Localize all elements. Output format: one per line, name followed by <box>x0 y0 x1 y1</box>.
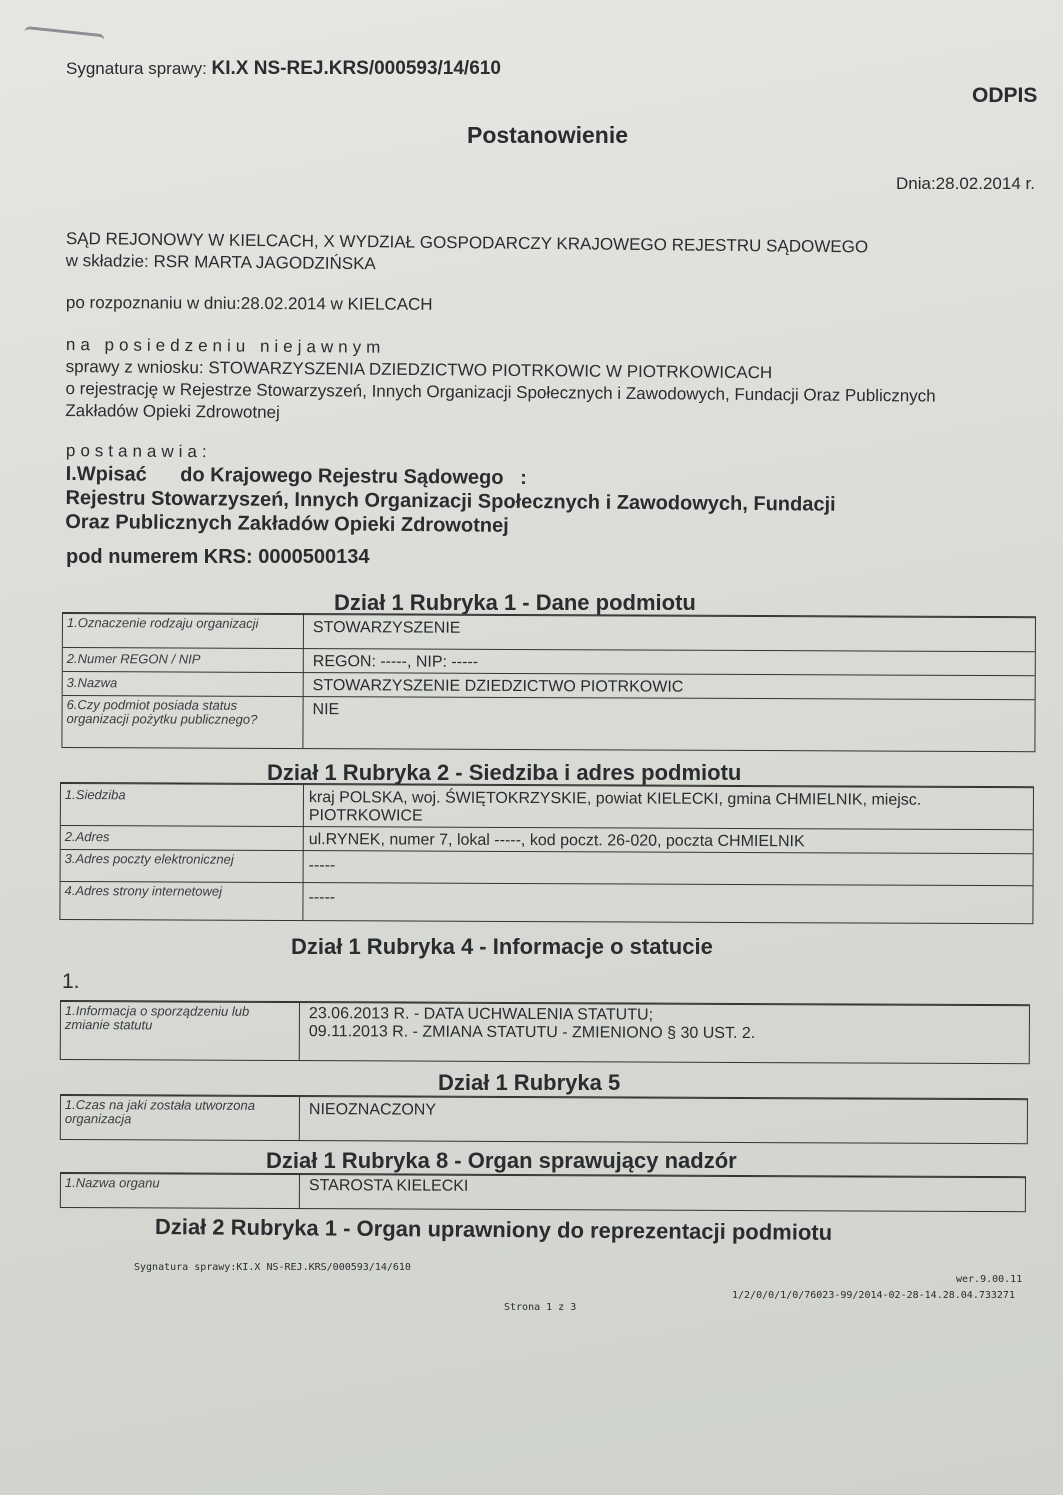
footer-version: wer.9.00.11 <box>956 1274 1023 1285</box>
table-row: 6.Czy podmiot posiada status organizacji pożytku publicznego? NIE <box>62 695 1034 750</box>
document-date: Dnia:28.02.2014 r. <box>896 174 1035 193</box>
section-title: Dział 1 Rubryka 4 - Informacje o statucie <box>291 934 713 959</box>
page-title: Postanowienie <box>467 122 629 148</box>
table-row: 3.Adres poczty elektronicznej ----- <box>61 849 1033 886</box>
section-title: Dział 1 Rubryka 1 - Dane podmiotu <box>334 590 696 615</box>
table-row: 1.Informacja o sporządzeniu lub zmianie statutu 23.06.2013 R. - DATA UCHWALENIA STATUTU; 09.11.2013 R. - ZMIANA STATUTU - ZMIENIONO § 30 UST. 2. <box>61 1001 1029 1050</box>
data-table <box>59 782 1034 924</box>
table-row: 1.Siedziba kraj POLSKA, woj. ŚWIĘTOKRZYSKIE, powiat KIELECKI, gmina CHMIELNIK, miejsc. PIOTRKOWICE <box>61 783 1033 830</box>
section-title: Dział 1 Rubryka 5 <box>438 1070 621 1095</box>
table-row: 1.Nazwa organu STAROSTA KIELECKI <box>61 1173 1025 1212</box>
copy-label: ODPIS <box>972 84 1038 107</box>
table-row: 3.Nazwa STOWARZYSZENIE DZIEDZICTWO PIOTRKOWIC <box>63 671 1035 700</box>
data-table <box>60 1094 1028 1144</box>
section-title: Dział 1 Rubryka 2 - Siedziba i adres podmiotu <box>267 760 742 785</box>
table-row: 2.Adres ul.RYNEK, numer 7, lokal -----, kod poczt. 26-020, poczta CHMIELNIK <box>61 825 1033 854</box>
section-title: Dział 2 Rubryka 1 - Organ uprawniony do reprezentacji podmiotu <box>154 1214 833 1245</box>
case-signature: Sygnatura sprawy: KI.X NS-REJ.KRS/000593/14/610 <box>66 58 501 79</box>
examined-line: po rozpoznaniu w dniu:28.02.2014 w KIELCACH <box>65 293 433 314</box>
data-table <box>60 1000 1030 1064</box>
footer-page-number: Strona 1 z 3 <box>504 1302 577 1313</box>
krs-number: pod numerem KRS: 0000500134 <box>66 546 370 568</box>
table-row: 2.Numer REGON / NIP REGON: -----, NIP: ----- <box>63 647 1035 676</box>
statute-number: 1. <box>62 970 80 993</box>
data-table <box>61 612 1036 752</box>
case-block: na posiedzeniu niejawnym sprawy z wniosku: STOWARZYSZENIA DZIEDZICTWO PIOTRKOWIC W PIOTRKOWICACH o rejestrację w Rejestrze Stowarzyszeń, Innych Organizacji Społecznych i Zawodowych, Fundacji Oraz Publicznych Zakładów Opieki Zdrowotnej <box>65 334 936 422</box>
table-row: 1.Oznaczenie rodzaju organizacji STOWARZYSZENIE <box>63 613 1035 652</box>
section-title: Dział 1 Rubryka 8 - Organ sprawujący nadzór <box>266 1148 737 1173</box>
court-block: SĄD REJONOWY W KIELCACH, X WYDZIAŁ GOSPODARCZY KRAJOWEGO REJESTRU SĄDOWEGO w składzie: RSR MARTA JAGODZIŃSKA <box>65 228 869 274</box>
table-row: 1.Czas na jaki została utworzona organizacja NIEOZNACZONY <box>61 1095 1027 1144</box>
footer-doc-id: 1/2/0/0/1/0/76023-99/2014-02-28-14.28.04.733271 <box>732 1290 1015 1301</box>
footer-signature: Sygnatura sprawy:KI.X NS-REJ.KRS/000593/14/610 <box>134 1262 411 1273</box>
staple-icon <box>23 26 104 51</box>
order-block: postanawia: I.Wpisać do Krajowego Rejestru Sądowego : Rejestru Stowarzyszeń, Innych Organizacji Społecznych i Zawodowych, Fundacji Oraz Publicznych Zakładów Opieki Zdrowotnej <box>65 440 836 537</box>
table-row: 4.Adres strony internetowej ----- <box>60 881 1032 922</box>
data-table <box>60 1172 1026 1212</box>
